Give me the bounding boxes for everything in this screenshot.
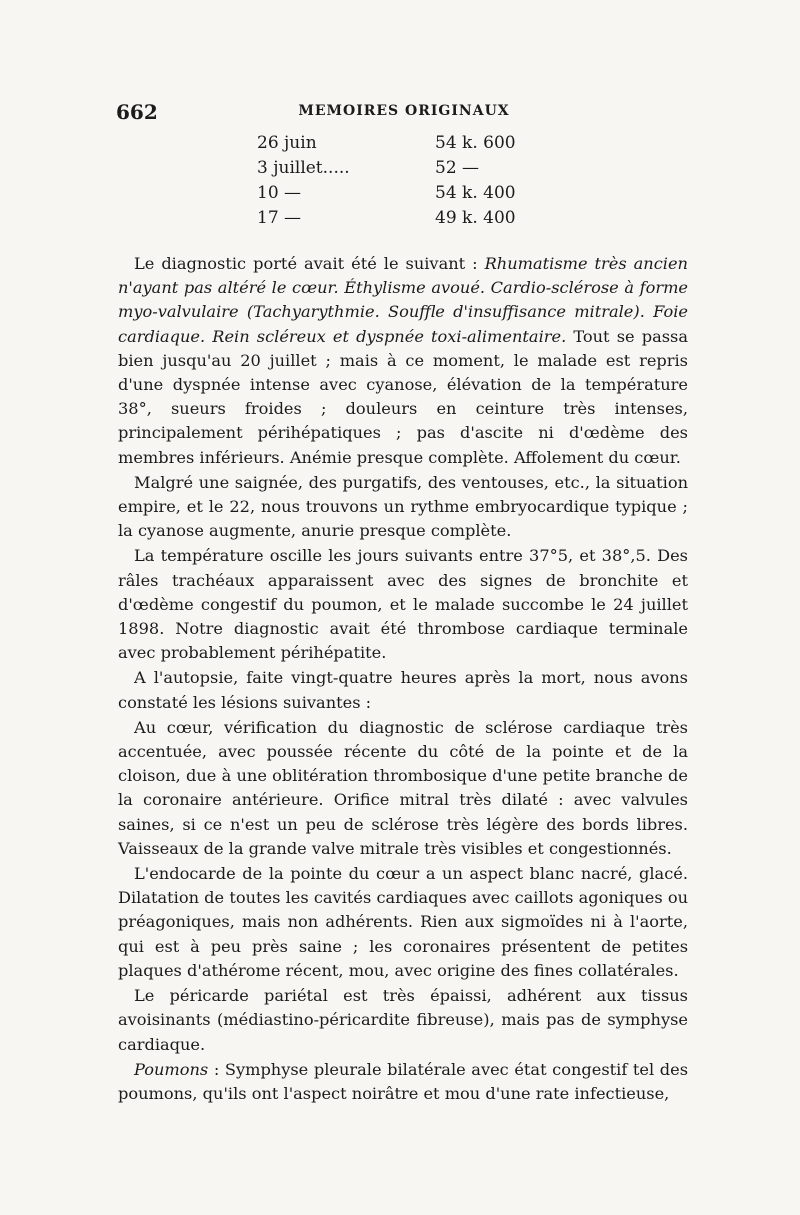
diagnosis-italic: Rhumatisme très ancien n'ayant pas altéré le cœur. Éthylisme avoué. Cardio-sclérose à forme myo-valvulaire (Tachyarythmie. Souffle d'insuffisance mitrale). Foie cardiaque. Rein scléreux et dyspnée toxi-alimentaire. (118, 254, 688, 346)
page-header (116, 100, 692, 126)
weight-table (245, 133, 545, 233)
paragraph-lungs (118, 1058, 688, 1106)
paragraph-autopsy: A l'autopsie, faite vingt-quatre heures après la mort, nous avons constaté les lésions suivantes : (118, 668, 688, 712)
paragraph-lead: Le diagnostic porté avait été le suivant : (134, 254, 485, 273)
paragraph-text: Tout se passa bien jusqu'au 20 juillet ; mais à ce moment, le malade est repris d'une dyspnée intense avec cyanose, élévation de la température 38°, sueurs froides ; douleurs en ceinture très intenses, principalement périhépatiques ; pas d'ascite ni d'œdème des membres inférieurs. Anémie presque complète. Affolement du cœur. (118, 326, 688, 467)
weight-value: 54 k. 600 (435, 133, 516, 153)
weight-date: 10 — (257, 183, 302, 203)
weight-date: 26 juin (257, 133, 317, 153)
running-title: MEMOIRES ORIGINAUX (298, 103, 510, 119)
weight-row (245, 183, 545, 208)
weight-row (245, 208, 545, 233)
lungs-italic: Poumons (134, 1059, 209, 1079)
weight-row (245, 133, 545, 158)
paragraph-diagnostic (118, 252, 688, 470)
paragraph-treatment: Malgré une saignée, des purgatifs, des ventouses, etc., la situation empire, et le 22, nous trouvons un rythme embryocardique typique ; la cyanose augmente, anurie presque complète. (118, 472, 688, 541)
weight-date: 3 juillet..... (257, 158, 350, 178)
paragraph-pericardium: Le péricarde pariétal est très épaissi, adhérent aux tissus avoisinants (médiastino-péricardite fibreuse), mais pas de symphyse cardiaque. (118, 986, 688, 1054)
body-text (118, 252, 688, 1107)
weight-value: 49 k. 400 (435, 208, 516, 228)
paragraph-endocardium: L'endocarde de la pointe du cœur a un aspect blanc nacré, glacé. Dilatation de toutes les cavités cardiaques avec caillots agoniques ou préagoniques, mais non adhérents. Rien aux sigmoïdes ni à l'aorte, qui est à peu près saine ; les coronaires présentent de petites plaques d'athérome récent, mou, avec origine des fines collatérales. (118, 864, 688, 980)
weight-value: 52 — (435, 158, 480, 178)
weight-date: 17 — (257, 208, 302, 228)
paragraph-heart: Au cœur, vérification du diagnostic de sclérose cardiaque très accentuée, avec poussée récente du côté de la pointe et de la cloison, due à une oblitération thrombosique d'une petite branche de la coronaire antérieure. Orifice mitral très dilaté : avec valvules saines, si ce n'est un peu de sclérose très légère des bords libres. Vaisseaux de la grande valve mitrale très visibles et congestionnés. (118, 717, 688, 858)
page-number: 662 (116, 100, 158, 124)
paragraph-text: : Symphyse pleurale bilatérale avec état congestif tel des poumons, qu'ils ont l'aspect noirâtre et mou d'une rate infectieuse, (118, 1059, 688, 1103)
weight-row (245, 158, 545, 183)
paragraph-temperature: La température oscille les jours suivants entre 37°5, et 38°,5. Des râles trachéaux apparaissent avec des signes de bronchite et d'œdème congestif du poumon, et le malade succombe le 24 juillet 1898. Notre diagnostic avait été thrombose cardiaque terminale avec probablement périhépatite. (118, 546, 688, 663)
weight-value: 54 k. 400 (435, 183, 516, 203)
